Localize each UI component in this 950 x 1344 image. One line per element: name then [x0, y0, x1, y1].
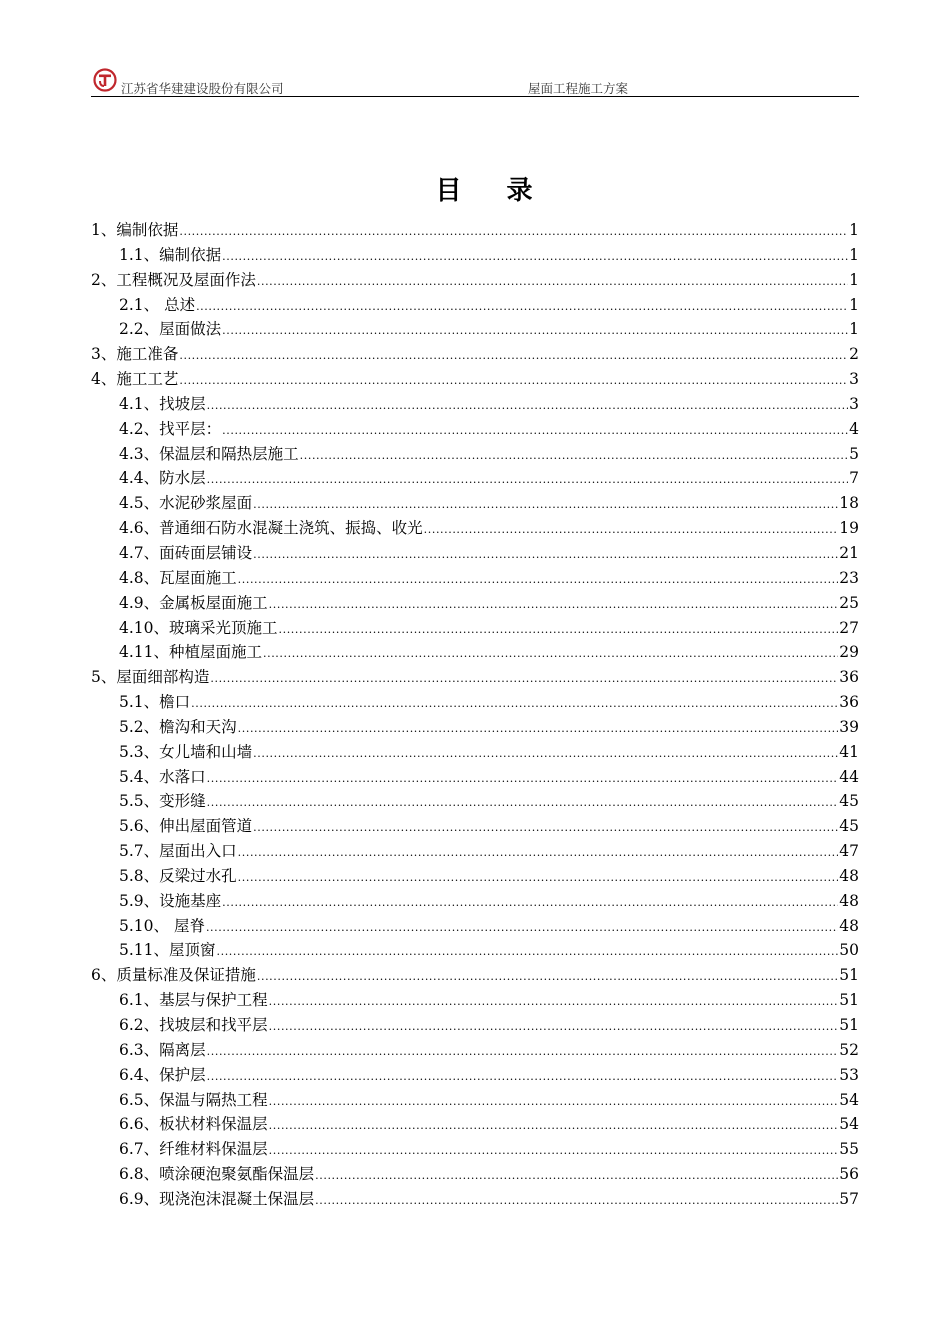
- toc-leader-dots: [238, 573, 839, 586]
- toc-entry-title: 5.10、 屋脊: [119, 916, 205, 935]
- toc-entry-page: 21: [839, 543, 859, 562]
- toc-entry[interactable]: [91, 566, 859, 591]
- toc-entry-title: 4.9、金属板屋面施工: [119, 593, 268, 612]
- toc-entry-title: 5.6、伸出屋面管道: [119, 817, 253, 836]
- toc-leader-dots: [222, 896, 838, 909]
- toc-entry-page: 48: [839, 916, 859, 935]
- toc-entry-page: 54: [839, 1090, 859, 1109]
- toc-leader-dots: [191, 697, 838, 710]
- toc-entry-title: 6.9、现浇泡沫混凝土保温层: [119, 1189, 315, 1208]
- toc-entry-page: 55: [839, 1140, 859, 1159]
- toc-leader-dots: [269, 1119, 839, 1132]
- toc-entry-title: 4.4、防水层: [119, 469, 206, 488]
- toc-entry-page: 25: [839, 593, 859, 612]
- company-name: 江苏省华建建设股份有限公司: [121, 81, 284, 96]
- toc-entry[interactable]: [91, 466, 859, 491]
- toc-leader-dots: [210, 672, 838, 685]
- page-header: [91, 66, 859, 97]
- toc-leader-dots: [269, 1144, 839, 1157]
- toc-entry[interactable]: [91, 740, 859, 765]
- toc-entry[interactable]: [91, 640, 859, 665]
- toc-entry-title: 4.3、保温层和隔热层施工: [119, 444, 299, 463]
- toc-entry-title: 6.6、板状材料保温层: [119, 1115, 268, 1134]
- toc-entry[interactable]: [91, 938, 859, 963]
- toc-leader-dots: [207, 399, 848, 412]
- toc-entry[interactable]: [91, 963, 859, 988]
- toc-entry-page: 1: [849, 245, 859, 264]
- toc-leader-dots: [207, 796, 839, 809]
- toc-entry-page: 18: [839, 494, 859, 513]
- toc-entry[interactable]: [91, 1137, 859, 1162]
- toc-entry-page: 1: [849, 295, 859, 314]
- toc-heading: 目 录: [435, 176, 551, 206]
- toc-entry-title: 3、施工准备: [91, 345, 179, 364]
- toc-entry-title: 6.8、喷涂硬泡聚氨酯保温层: [119, 1165, 315, 1184]
- toc-leader-dots: [269, 598, 839, 611]
- toc-leader-dots: [206, 921, 838, 934]
- toc-leader-dots: [196, 300, 848, 313]
- toc-entry[interactable]: [91, 516, 859, 541]
- toc-leader-dots: [179, 225, 848, 238]
- toc-entry-title: 5、屋面细部构造: [91, 668, 210, 687]
- toc-entry-page: 29: [839, 643, 859, 662]
- toc-leader-dots: [253, 498, 838, 511]
- toc-entry[interactable]: [91, 789, 859, 814]
- toc-entry-page: 45: [839, 792, 859, 811]
- toc-entry-title: 5.9、设施基座: [119, 891, 222, 910]
- toc-entry[interactable]: [91, 541, 859, 566]
- toc-entry[interactable]: [91, 715, 859, 740]
- toc-entry-page: 48: [839, 891, 859, 910]
- toc-entry-title: 5.8、反梁过水孔: [119, 866, 237, 885]
- toc-entry-title: 5.5、变形缝: [119, 792, 206, 811]
- toc-entry[interactable]: [91, 814, 859, 839]
- toc-leader-dots: [424, 523, 839, 536]
- toc-entry-page: 1: [849, 221, 859, 239]
- toc-entry[interactable]: [91, 1187, 859, 1212]
- toc-entry[interactable]: [91, 690, 859, 715]
- toc-entry-page: 39: [839, 717, 859, 736]
- toc-entry[interactable]: [91, 765, 859, 790]
- toc-entry-page: 51: [839, 966, 859, 985]
- toc-leader-dots: [179, 374, 848, 387]
- toc-entry-title: 4.6、普通细石防水混凝土浇筑、振捣、收光: [119, 519, 423, 538]
- toc-leader-dots: [238, 871, 839, 884]
- toc-entry[interactable]: [91, 1112, 859, 1137]
- toc-entry-page: 47: [839, 842, 859, 861]
- toc-leader-dots: [222, 250, 848, 263]
- toc-entry-page: 44: [839, 767, 859, 786]
- toc-leader-dots: [238, 846, 839, 859]
- toc-entry-page: 23: [839, 568, 859, 587]
- toc-entry-page: 50: [839, 941, 859, 960]
- toc-entry-title: 6.4、保护层: [119, 1065, 206, 1084]
- toc-leader-dots: [217, 945, 839, 958]
- table-of-contents: [91, 218, 859, 1212]
- toc-entry-title: 4.2、找平层：: [119, 419, 222, 438]
- toc-leader-dots: [263, 647, 838, 660]
- toc-leader-dots: [257, 970, 838, 983]
- toc-entry-page: 2: [849, 345, 859, 364]
- toc-leader-dots: [315, 1194, 838, 1207]
- toc-entry-page: 53: [839, 1065, 859, 1084]
- toc-leader-dots: [207, 1045, 839, 1058]
- toc-entry-page: 3: [849, 394, 859, 413]
- toc-leader-dots: [207, 473, 848, 486]
- toc-entry-page: 36: [839, 668, 859, 687]
- toc-entry-title: 4.8、瓦屋面施工: [119, 568, 237, 587]
- toc-entry-title: 1.1、编制依据: [119, 245, 222, 264]
- toc-leader-dots: [253, 821, 838, 834]
- toc-entry-page: 1: [849, 320, 859, 339]
- toc-entry[interactable]: [91, 293, 859, 318]
- toc-entry[interactable]: [91, 342, 859, 367]
- company-logo-icon: [93, 68, 117, 92]
- toc-leader-dots: [269, 1020, 839, 1033]
- toc-entry-page: 48: [839, 866, 859, 885]
- toc-entry[interactable]: [91, 268, 859, 293]
- toc-entry[interactable]: [91, 1013, 859, 1038]
- toc-entry[interactable]: [91, 1063, 859, 1088]
- toc-leader-dots: [300, 449, 848, 462]
- toc-leader-dots: [222, 424, 848, 437]
- toc-leader-dots: [179, 349, 848, 362]
- toc-entry[interactable]: [91, 218, 859, 243]
- toc-entry-title: 5.1、檐口: [119, 693, 191, 712]
- toc-entry-title: 1、编制依据: [91, 221, 179, 239]
- toc-entry[interactable]: [91, 988, 859, 1013]
- toc-entry-title: 5.4、水落口: [119, 767, 206, 786]
- toc-entry-title: 4.10、玻璃采光顶施工: [119, 618, 278, 637]
- toc-entry[interactable]: [91, 914, 859, 939]
- toc-entry[interactable]: [91, 392, 859, 417]
- toc-entry-title: 5.3、女儿墙和山墙: [119, 742, 253, 761]
- toc-entry-page: 5: [849, 444, 859, 463]
- toc-entry-page: 27: [839, 618, 859, 637]
- toc-entry-title: 4.11、种植屋面施工: [119, 643, 263, 662]
- toc-leader-dots: [207, 1070, 839, 1083]
- toc-entry[interactable]: [91, 367, 859, 392]
- toc-entry-title: 6.1、基层与保护工程: [119, 991, 268, 1010]
- toc-leader-dots: [253, 548, 838, 561]
- toc-entry-page: 7: [849, 469, 859, 488]
- toc-entry-title: 6.2、找坡层和找平层: [119, 1016, 268, 1034]
- toc-entry-page: 41: [839, 742, 859, 761]
- toc-entry[interactable]: [91, 1088, 859, 1113]
- toc-entry-title: 5.11、屋顶窗: [119, 941, 216, 960]
- toc-leader-dots: [269, 1095, 839, 1108]
- toc-entry-page: 1: [849, 270, 859, 289]
- toc-entry-page: 3: [849, 370, 859, 389]
- toc-entry-title: 4.7、面砖面层铺设: [119, 543, 253, 562]
- toc-leader-dots: [253, 747, 838, 760]
- toc-leader-dots: [269, 995, 839, 1008]
- toc-entry[interactable]: [91, 417, 859, 442]
- toc-entry-title: 4.1、找坡层: [119, 394, 206, 413]
- toc-leader-dots: [238, 722, 839, 735]
- toc-entry-page: 51: [839, 1016, 859, 1034]
- toc-entry[interactable]: [91, 665, 859, 690]
- toc-entry-title: 4、施工工艺: [91, 370, 179, 389]
- toc-entry[interactable]: [91, 839, 859, 864]
- toc-entry-page: 36: [839, 693, 859, 712]
- toc-entry-page: 57: [839, 1189, 859, 1208]
- toc-entry[interactable]: [91, 889, 859, 914]
- toc-entry[interactable]: [91, 1162, 859, 1187]
- toc-entry-title: 4.5、水泥砂浆屋面: [119, 494, 253, 513]
- document-title: 屋面工程施工方案: [528, 81, 629, 96]
- toc-entry-title: 2.1、 总述: [119, 295, 196, 314]
- toc-leader-dots: [257, 275, 848, 288]
- toc-entry[interactable]: [91, 591, 859, 616]
- toc-entry-page: 56: [839, 1165, 859, 1184]
- toc-entry[interactable]: [91, 1038, 859, 1063]
- toc-entry[interactable]: [91, 491, 859, 516]
- toc-entry-title: 2、工程概况及屋面作法: [91, 270, 256, 289]
- toc-entry-title: 2.2、屋面做法: [119, 320, 222, 339]
- toc-entry-title: 5.7、屋面出入口: [119, 842, 237, 861]
- toc-leader-dots: [222, 324, 848, 337]
- toc-entry-title: 5.2、檐沟和天沟: [119, 717, 237, 736]
- toc-entry[interactable]: [91, 442, 859, 467]
- toc-entry-title: 6.3、隔离层: [119, 1040, 206, 1059]
- toc-entry-page: 54: [839, 1115, 859, 1134]
- toc-entry[interactable]: [91, 616, 859, 641]
- toc-entry-title: 6.7、纤维材料保温层: [119, 1140, 268, 1159]
- toc-leader-dots: [315, 1169, 838, 1182]
- toc-entry[interactable]: [91, 243, 859, 268]
- toc-entry[interactable]: [91, 317, 859, 342]
- toc-entry-page: 52: [839, 1040, 859, 1059]
- toc-entry[interactable]: [91, 864, 859, 889]
- toc-leader-dots: [207, 772, 839, 785]
- toc-entry-page: 51: [839, 991, 859, 1010]
- toc-entry-page: 45: [839, 817, 859, 836]
- toc-entry-title: 6.5、保温与隔热工程: [119, 1090, 268, 1109]
- toc-leader-dots: [279, 623, 839, 636]
- toc-entry-title: 6、质量标准及保证措施: [91, 966, 256, 985]
- toc-entry-page: 4: [849, 419, 859, 438]
- toc-entry-page: 19: [839, 519, 859, 538]
